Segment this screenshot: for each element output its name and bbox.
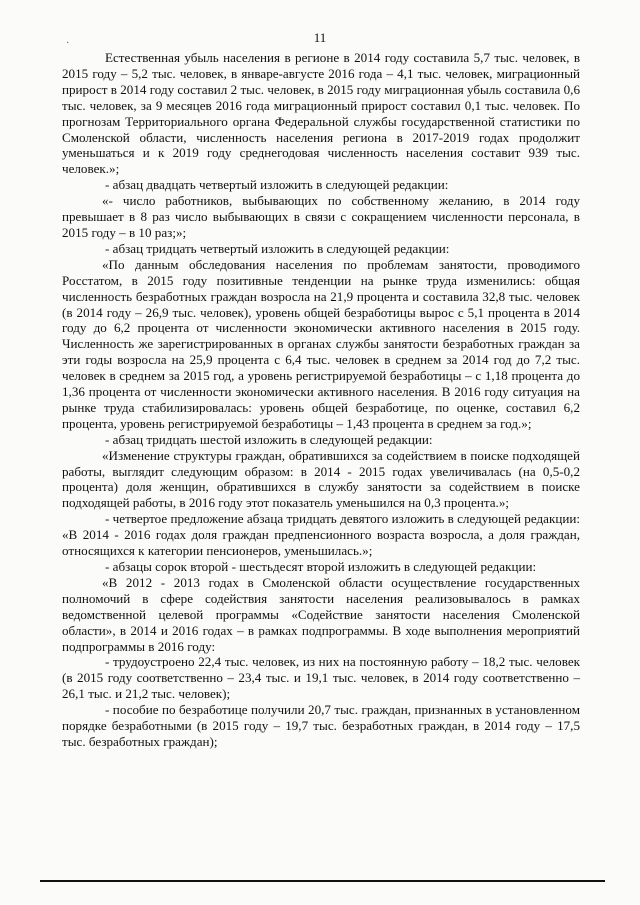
document-body [62,50,580,750]
paragraph-structure-change: «Изменение структуры граждан, обратившихся за содействием в поиске подходящей работы, выглядит следующим образом: в 2014 - 2015 годах увеличивалась (на 0,5-0,2 процента) доля женщин, обратившихся в службу занятости за содействием в поиске подходящей работы, в 2016 году этот показатель уменьшился на 0,3 процента.»; [62,447,580,511]
page-number: 11 [313,30,327,45]
paragraph-program-history: «В 2012 - 2013 годах в Смоленской области осуществление государственных полномочий в сфере содействия занятости населения реализовывалось в рамках ведомственной целевой программы «Содействие занятости населения Смоленской области», в 2014 и 2016 годах – в рамках подпрограммы. В ходе выполнения мероприятий подпрограммы в 2016 году: [62,574,580,654]
paragraph-instruction-36: - абзац тридцать шестой изложить в следующей редакции: [105,431,433,447]
paragraph-instruction-39: - четвертое предложение абзаца тридцать девятого изложить в следующей редакции: «В 2014 - 2016 годах доля граждан предпенсионного возраста возросла, а доля граждан, относящихся к категории пенсионеров, уменьшилась.»; [62,511,580,559]
paragraph-natural-decline: Естественная убыль населения в регионе в 2014 году составила 5,7 тыс. человек, в 2015 году – 5,2 тыс. человек, в январе-августе 2016 года – 4,1 тыс. человек, миграционный прирост в 2014 году составил 2 тыс. человек, в 2015 году миграционная убыль составила 0,6 тыс. человек, за 9 месяцев 2016 года миграционный прирост составил 0,1 тыс. человек. По прогнозам Территориального органа Федеральной службы государственной статистики по Смоленской области, численность населения региона в 2017-2019 годах продолжит уменьшаться и к 2019 году среднегодовая численность населения составит 939 тыс. человек.»; [62,50,580,177]
paragraph-instruction-42-62: - абзацы сорок второй - шестьдесят второй изложить в следующей редакции: [105,559,537,574]
paragraph-employed: - трудоустроено 22,4 тыс. человек, из них на постоянную работу – 18,2 тыс. человек (в 2015 году соответственно – 23,4 тыс. и 19,1 тыс. человек, в 2014 году соответственно – 26,1 тыс. и 21,2 тыс. человек); [62,654,580,702]
paragraph-workers: «- число работников, выбывающих по собственному желанию, в 2014 году превышает в 8 раз число выбывающих в связи с сокращением численности персонала, в 2015 году – в 10 раз;»; [62,193,580,240]
scan-mark: · [66,38,70,49]
paragraph-instruction-24: - абзац двадцать четвертый изложить в следующей редакции: [105,177,449,193]
paragraph-benefits: - пособие по безработице получили 20,7 тыс. граждан, признанных в установленном порядке безработными (в 2015 году – 19,7 тыс. безработных граждан, в 2014 году – 17,5 тыс. безработных граждан); [62,702,580,749]
bottom-rule [40,880,605,882]
paragraph-instruction-34: - абзац тридцать четвертый изложить в следующей редакции: [105,240,450,256]
paragraph-rosstat-survey: «По данным обследования населения по проблемам занятости, проводимого Росстатом, в 2015 году позитивные тенденции на рынке труда изменились: общая численность безработных граждан возросла на 21,9 процента и составила 32,8 тыс. человек (в 2014 году – 26,9 тыс. человек), уровень общей безработицы вырос с 5,1 процента в 2014 году до 6,2 процента от численности экономически активного населения в 2015 году. Численность же зарегистрированных в органах службы занятости безработных граждан за эти годы возросла на 25,9 процента с 6,4 тыс. человек в среднем за 2014 год до 7,2 тыс. человек в среднем за 2015 год, а уровень регистрируемой безработицы – с 1,18 процента до 1,36 процента от численности экономически активного населения. В 2016 году ситуация на рынке труда стабилизировалась: уровень общей безработице, по оценке, составил 6,2 процента, уровень регистрируемой безработицы – 1,43 процента в среднем за год.»; [62,256,580,431]
